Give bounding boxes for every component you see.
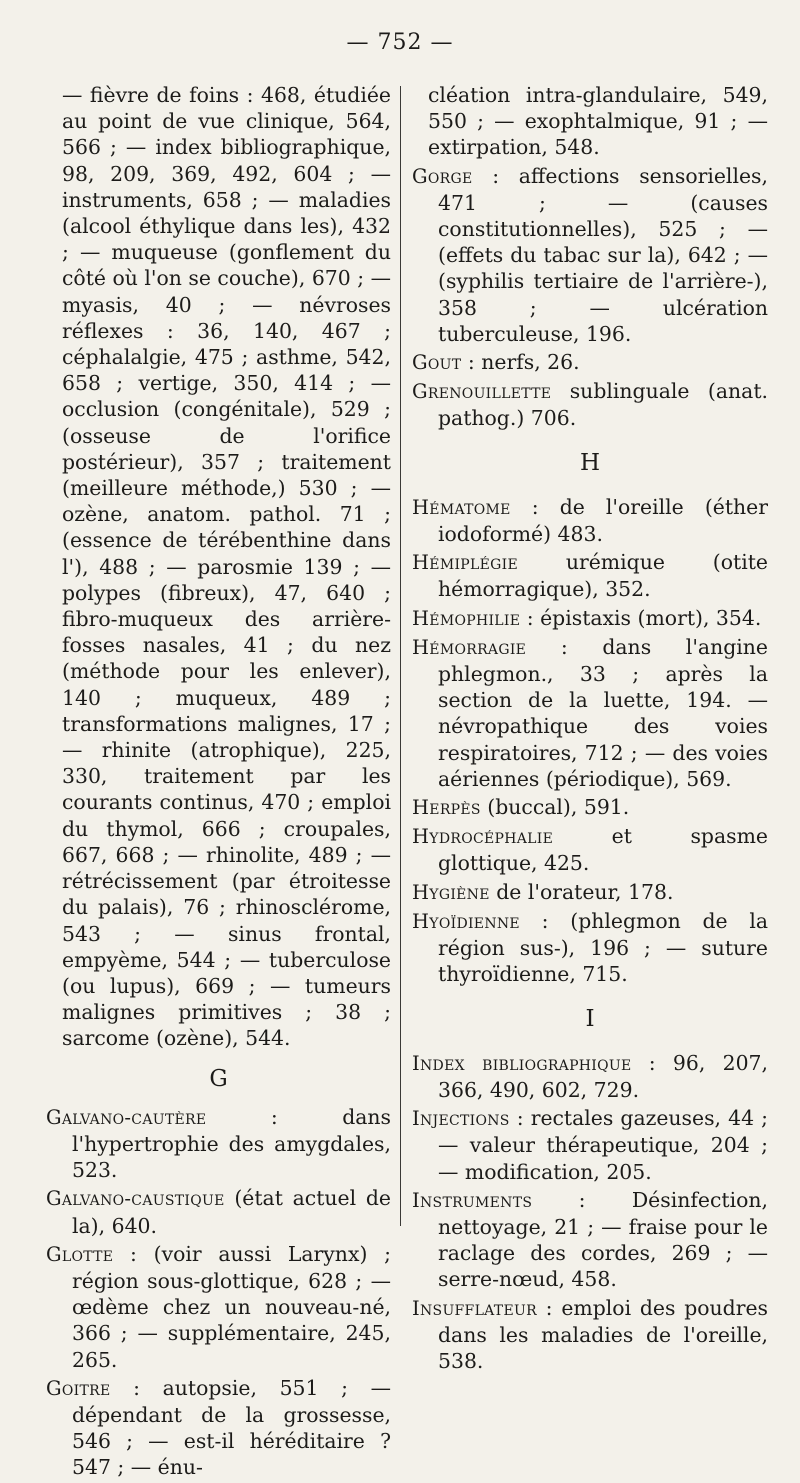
entry-head: Gout [412,351,462,375]
entry-text: : nerfs, 26. [461,350,580,375]
index-entry [412,1105,768,1185]
entry-text: : dans l'angine phlegmon., 33 ; après la section de la luette, 194. — névropathique des voies respiratoires, 712 ; — des voies aériennes (périodique), 569. [438,634,768,791]
entry-head: Hémorragie [412,635,527,659]
index-entry [412,1295,768,1375]
index-entry [412,794,768,821]
index-entry [46,1185,391,1238]
index-entry [46,1104,391,1184]
index-entry [46,1241,391,1373]
entry-text: de l'orateur, 178. [489,879,674,904]
entry-text: : de l'oreille (éther iodoformé) 483. [438,494,768,547]
entry-text: : affections sensorielles, 471 ; — (causes constitutionnelles), 525 ; — (effets du tabac sur la), 642 ; — (syphilis tertiaire de l'arrière-), 358 ; — ulcération tuberculeuse, 196. [438,163,768,346]
index-entry [412,634,768,792]
entry-text: : (voir aussi Larynx) ; région sous-glottique, 628 ; — œdème chez un nouveau-né, 366 ; — supplémentaire, 245, 265. [72,1241,391,1372]
entry-head: Galvano-caustique [46,1187,225,1211]
entry-head: Grenouillette [412,380,552,404]
entry-text: : (phlegmon de la région sus-), 196 ; — suture thyroïdienne, 715. [438,908,768,987]
entry-head: Insufflateur [412,1296,537,1320]
entry-head: Instruments [412,1188,533,1212]
entry-text: : Désinfection, nettoyage, 21 ; — fraise pour le raclage des cordes, 269 ; — serre-nœud, 458. [438,1187,768,1292]
index-entry [412,549,768,602]
index-entry [412,823,768,876]
entry-head: Hyoïdienne [412,909,520,933]
entry-head: Hémiplégie [412,551,518,575]
section-letter-i: I [585,1005,595,1032]
entry-head: Index bibliographique [412,1051,632,1075]
entry-head: Goitre [46,1376,111,1400]
right-column [412,82,768,1376]
entry-text: et spasme glottique, 425. [438,824,768,876]
entry-head: Injections [412,1107,510,1131]
entry-head: Glotte [46,1242,114,1266]
index-entry [412,1187,768,1293]
page-number: — 752 — [346,30,454,55]
entry-head: Hydrocéphalie [412,825,554,849]
index-entry [412,908,768,988]
entry-text: : emploi des poudres dans les maladies de l'oreille, 538. [438,1295,768,1373]
left-column [46,82,391,1483]
entry-text: : rectales gazeuses, 44 ; — valeur thérapeutique, 204 ; — modification, 205. [438,1106,768,1184]
index-entry [412,163,768,347]
entry-text: : dans l'hypertrophie des amygdales, 523. [72,1104,391,1183]
section-letter-g: G [209,1065,228,1092]
entry-text: : 96, 207, 366, 490, 602, 729. [438,1050,768,1102]
index-entry [412,1050,768,1103]
entry-text: : épistaxis (mort), 354. [520,605,762,630]
index-entry [412,494,768,547]
entry-text: urémique (otite hémorragique), 352. [438,550,768,602]
index-entry [412,349,768,376]
entry-text: (buccal), 591. [480,795,630,820]
entry-text: sublinguale (anat. pathog.) 706. [438,379,768,431]
continued-entry: — fièvre de foins : 468, étudiée au point de vue clinique, 564, 566 ; — index bibliographique, 98, 209, 369, 492, 604 ; — instruments, 658 ; — maladies (alcool éthylique dans les), 432 ; — muqueuse (gonflement du côté où l'on se couche), 670 ; — myasis, 40 ; — névroses réflexes : 36, 140, 467 ; céphalalgie, 475 ; asthme, 542, 658 ; vertige, 350, 414 ; — occlusion (congénitale), 529 ; (osseuse de l'orifice postérieur), 357 ; traitement (meilleure méthode,) 530 ; — ozène, anatom. pathol. 71 ; (essence de térébenthine dans l'), 488 ; — parosmie 139 ; — polypes (fibreux), 47, 640 ; fibro-muqueux des arrière-fosses nasales, 41 ; du nez (méthode pour les enlever), 140 ; muqueux, 489 ; transformations malignes, 17 ; — rhinite (atrophique), 225, 330, traitement par les courants continus, 470 ; emploi du thymol, 666 ; croupales, 667, 668 ; — rhinolite, 489 ; — rétrécissement (par étroitesse du palais), 76 ; rhinosclérome, 543 ; — sinus frontal, empyème, 544 ; — tuberculose (ou lupus), 669 ; — tumeurs malignes primitives ; 38 ; sarcome (ozène), 544. [62,83,391,1051]
index-entry [412,378,768,431]
entry-head: Galvano-cautère [46,1105,207,1129]
entry-head: Hématome [412,495,511,519]
column-divider [400,86,401,1226]
entry-head: Hygiène [412,880,490,904]
entry-text: (état actuel de la), 640. [72,1186,391,1238]
index-entry [412,879,768,906]
entry-head: Herpès [412,796,481,820]
entry-head: Gorge [412,164,473,188]
index-entry [46,1375,391,1481]
entry-text: : autopsie, 551 ; — dépendant de la grossesse, 546 ; — est-il héréditaire ? 547 ; — énu- [72,1375,391,1480]
index-entry [412,605,768,632]
entry-head: Hémophilie [412,606,521,630]
continued-entry: cléation intra-glandulaire, 549, 550 ; — exophtalmique, 91 ; — extirpation, 548. [428,83,768,160]
section-letter-h: H [579,449,601,476]
